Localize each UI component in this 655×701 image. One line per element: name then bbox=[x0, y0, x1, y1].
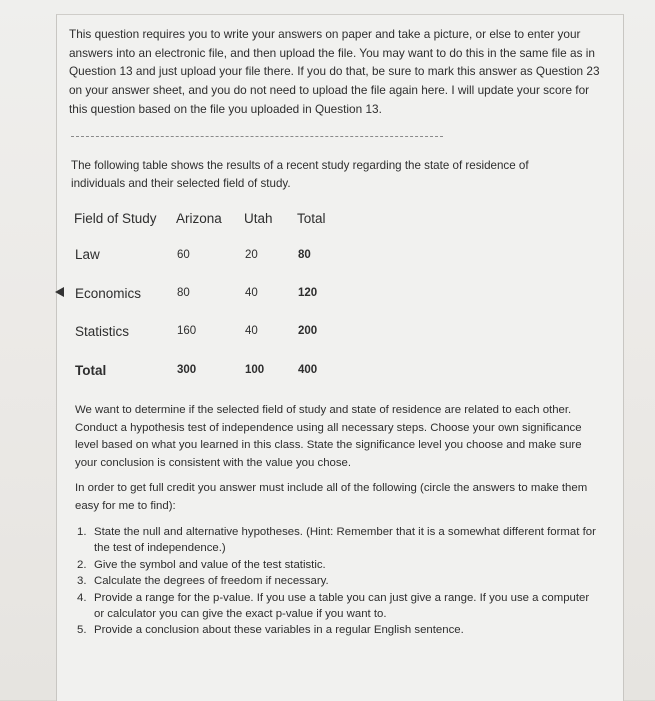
list-item: 1. State the null and alternative hypotheses. (Hint: Remember that it is a somewhat different format for the test of independence.) bbox=[77, 526, 596, 555]
cell-total-total: 400 bbox=[298, 364, 318, 376]
cell-total-arizona: 300 bbox=[177, 364, 197, 376]
list-item: 4. Provide a range for the p-value. If you use a table you can just give a range. If you use a computer or calculator you can give the exact p-value if you want to. bbox=[77, 591, 590, 621]
cell-law-arizona: 60 bbox=[177, 249, 190, 261]
cell-economics-arizona: 80 bbox=[177, 287, 190, 299]
row-label-statistics: Statistics bbox=[75, 324, 130, 339]
cell-economics-total: 120 bbox=[298, 287, 318, 299]
cell-total-utah: 100 bbox=[245, 364, 265, 376]
header-field-of-study: Field of Study bbox=[74, 211, 157, 226]
mouse-pointer-icon bbox=[55, 287, 64, 297]
credit-instructions: In order to get full credit you answer must include all of the following (circle the answers to make them easy for me to find): bbox=[75, 482, 588, 512]
header-utah: Utah bbox=[244, 211, 273, 226]
list-item: 3. Calculate the degrees of freedom if necessary. bbox=[77, 575, 329, 588]
cell-law-utah: 20 bbox=[245, 249, 258, 261]
cell-statistics-total: 200 bbox=[298, 325, 318, 337]
header-total: Total bbox=[297, 211, 326, 226]
dashed-divider bbox=[71, 136, 443, 137]
row-label-total: Total bbox=[75, 363, 107, 378]
cell-law-total: 80 bbox=[298, 249, 311, 261]
cell-economics-utah: 40 bbox=[245, 287, 258, 299]
requirements-list bbox=[77, 524, 597, 639]
list-item: 5. Provide a conclusion about these variables in a regular English sentence. bbox=[77, 624, 464, 637]
cell-statistics-utah: 40 bbox=[245, 325, 258, 337]
test-instructions: We want to determine if the selected field of study and state of residence are related to each other. Conduct a hypothesis test of independence using all necessary steps. Choose your own significance level based on what you learned in this class. State the significance level you choose and make sure your conclusion is consistent with the value you chose. bbox=[75, 404, 582, 469]
row-label-law: Law bbox=[75, 247, 100, 262]
header-arizona: Arizona bbox=[176, 211, 222, 226]
list-item: 2. Give the symbol and value of the test statistic. bbox=[77, 558, 326, 571]
cell-statistics-arizona: 160 bbox=[177, 325, 197, 337]
row-label-economics: Economics bbox=[75, 286, 142, 301]
upload-instructions: This question requires you to write your answers on paper and take a picture, or else to enter your answers into an electronic file, and then upload the file. You may want to do this in the same file as in Question 13 and just upload your file there. If you do that, be sure to mark this answer as Question 23 on your answer sheet, and you do not need to upload the file again here. I will update your score for this question based on the file you uploaded in Question 13. bbox=[69, 27, 600, 116]
table-description: The following table shows the results of a recent study regarding the state of residence of individuals and their selected field of study. bbox=[71, 159, 529, 190]
